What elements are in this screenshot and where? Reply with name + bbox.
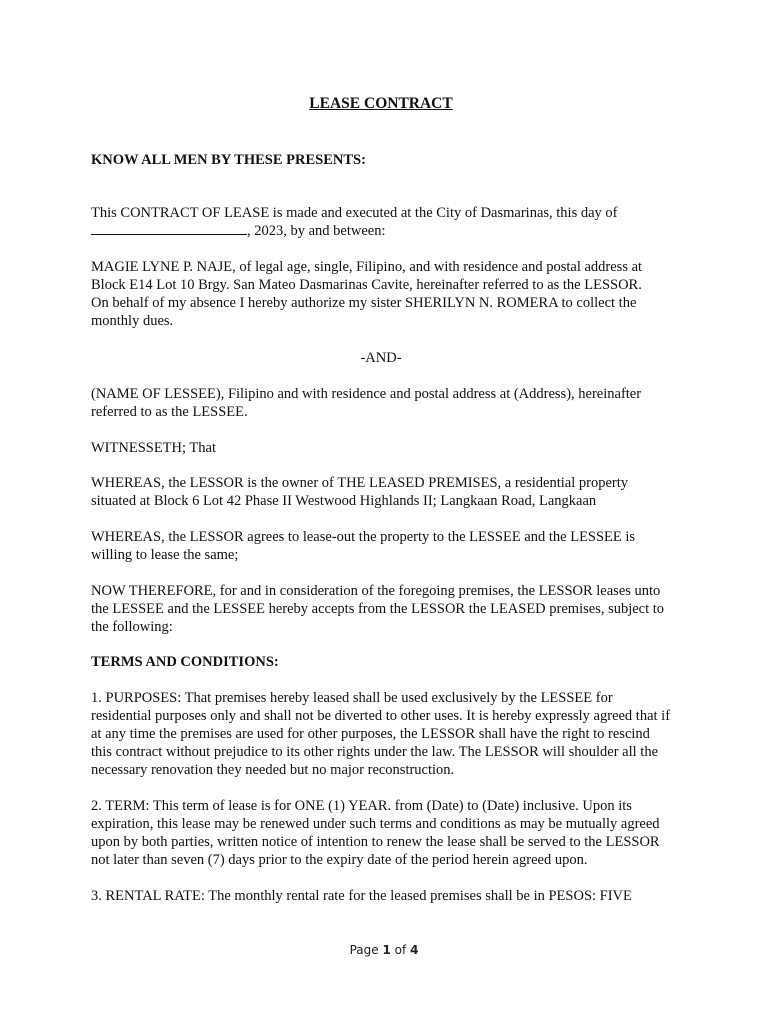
term-2-term: 2. TERM: This term of lease is for ONE (1) YEAR. from (Date) to (Date) inclusive. Upon its expiration, this lease may be renewed under such terms and conditions as may be mutually agreed upon by both parties, written notice of intention to renew the lease shall be served to the LESSOR not later than seven (7) days prior to the expiry date of the period herein agreed upon. — [91, 798, 660, 868]
opening-line-2 — [91, 222, 671, 240]
document-body — [91, 94, 671, 905]
date-blank-line — [91, 222, 247, 235]
lessee-paragraph: (NAME OF LESSEE), Filipino and with residence and postal address at (Address), hereinafter referred to as the LESSEE. — [91, 386, 642, 420]
page-total-number: 4 — [410, 943, 419, 957]
now-therefore-paragraph: NOW THEREFORE, for and in consideration of the foregoing premises, the LESSOR leases unto the LESSEE and the LESSEE hereby accepts from the LESSOR the LEASED premises, subject to the following: — [91, 583, 665, 635]
witnesseth-line: WITNESSETH; That — [91, 440, 216, 456]
document-title: LEASE CONTRACT — [309, 95, 453, 112]
terms-heading: TERMS AND CONDITIONS: — [91, 654, 279, 670]
opening-line-2-suffix: , 2023, by and between: — [247, 223, 386, 239]
term-3-rental-rate: 3. RENTAL RATE: The monthly rental rate for the leased premises shall be in PESOS: FIVE — [91, 888, 632, 904]
page-of-word: of — [394, 943, 407, 957]
and-separator: -AND- — [360, 350, 402, 366]
page-current-number: 1 — [382, 943, 391, 957]
whereas-paragraph-1: WHEREAS, the LESSOR is the owner of THE LEASED PREMISES, a residential property situated at Block 6 Lot 42 Phase II Westwood Highlands II; Langkaan Road, Langkaan — [91, 475, 628, 509]
opening-line-1: This CONTRACT OF LEASE is made and executed at the City of Dasmarinas, this day of — [91, 205, 618, 221]
whereas-paragraph-2: WHEREAS, the LESSOR agrees to lease-out the property to the LESSEE and the LESSEE is willing to lease the same; — [91, 529, 636, 563]
intro-heading: KNOW ALL MEN BY THESE PRESENTS: — [91, 152, 366, 168]
lessor-paragraph: MAGIE LYNE P. NAJE, of legal age, single, Filipino, and with residence and postal address at Block E14 Lot 10 Brgy. San Mateo Dasmarinas Cavite, hereinafter referred to as the LESSOR. — [91, 259, 643, 293]
term-1-purposes: 1. PURPOSES: That premises hereby leased shall be used exclusively by the LESSEE for residential purposes only and shall not be diverted to other uses. It is hereby expressly agreed that if at any time the premises are used for other purposes, the LESSOR shall have the right to rescind this contract without prejudice to its other rights under the law. The LESSOR will shoulder all the necessary renovation they needed but no major reconstruction. — [91, 690, 671, 778]
page-footer — [0, 943, 768, 957]
authorization-paragraph: On behalf of my absence I hereby authorize my sister SHERILYN N. ROMERA to collect the monthly dues. — [91, 295, 637, 329]
page-word: Page — [349, 943, 379, 957]
